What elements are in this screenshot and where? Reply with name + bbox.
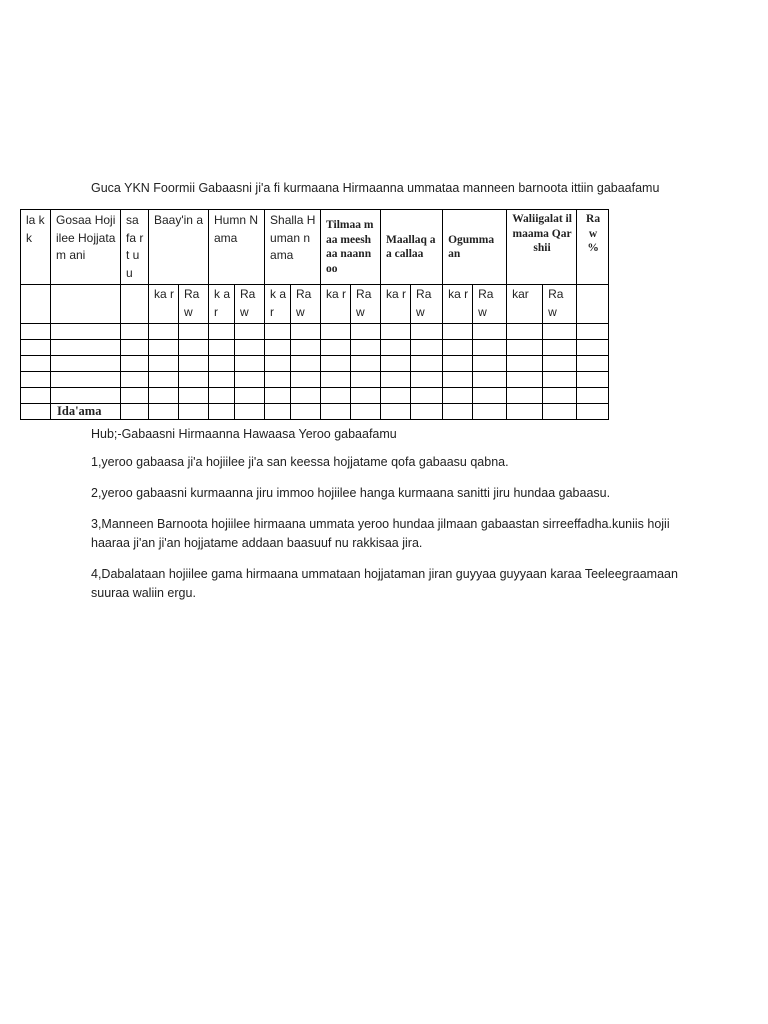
subheader-actual: Ra w <box>291 285 321 324</box>
subheader-actual: Ra w <box>235 285 265 324</box>
notes-section <box>91 425 681 615</box>
header-manpower: Humn Nama <box>209 210 265 285</box>
table-row <box>21 372 609 388</box>
subheader-plan: ka r <box>381 285 411 324</box>
subheader-actual: Ra w <box>351 285 381 324</box>
header-work-type: Gosaa Hojiilee Hojjatam ani <box>51 210 121 285</box>
page-title: Guca YKN Foormii Gabaasni ji'a fi kurmaana Hirmaanna ummataa manneen barnoota ittiin gabaafamu <box>91 181 660 195</box>
notes-heading: Hub;-Gabaasni Hirmaanna Hawaasa Yeroo gabaafamu <box>91 427 397 441</box>
total-label: Ida'ama <box>51 404 121 420</box>
subheader-actual: Ra w <box>411 285 443 324</box>
note-item: 2,yeroo gabaasni kurmaanna jiru immoo hojiilee hanga kurmaana sanitti jiru hundaa gabaasu. <box>91 486 611 500</box>
header-number: la kk <box>21 210 51 285</box>
subheader-plan: kar <box>507 285 543 324</box>
table-row <box>21 356 609 372</box>
table-total-row <box>21 404 609 420</box>
header-percent: Ra w % <box>577 210 609 285</box>
header-local-materials: Tilmaa maa meeshaa naannoo <box>321 210 381 285</box>
report-table <box>20 209 609 420</box>
note-item: 1,yeroo gabaasa ji'a hojiilee ji'a san keessa hojjatame qofa gabaasu qabna. <box>91 455 509 469</box>
table-row <box>21 324 609 340</box>
subheader-plan: ka r <box>321 285 351 324</box>
subheader-plan: ka r <box>149 285 179 324</box>
table-row <box>21 340 609 356</box>
subheader-plan: k ar <box>209 285 235 324</box>
note-item: 4,Dabalataan hojiilee gama hirmaana ummataan hojjataman jiran guyyaa guyyaan karaa Teeleegraamaan suuraa waliin ergu. <box>91 567 678 600</box>
table-header-row <box>21 210 609 285</box>
subheader-actual: Ra w <box>543 285 577 324</box>
header-sector: sa fa rt uu <box>121 210 149 285</box>
header-knowledge: Ogumma an <box>443 210 507 285</box>
header-skilled-manpower: Shalla Human nama <box>265 210 321 285</box>
table-subheader-row <box>21 285 609 324</box>
subheader-actual: Ra w <box>179 285 209 324</box>
header-total-money: Waliigalat ilmaama Qarshii <box>507 210 577 285</box>
note-item: 3,Manneen Barnoota hojiilee hirmaana ummata yeroo hundaa jilmaan gabaastan sirreeffadha.kuniis hojii haaraa ji'an ji'an hojjatame addaan baasuuf nu rakkisaa jira. <box>91 517 670 550</box>
table-row <box>21 388 609 404</box>
subheader-plan: ka r <box>443 285 473 324</box>
subheader-plan: k ar <box>265 285 291 324</box>
subheader-actual: Ra w <box>473 285 507 324</box>
header-quantity: Baay'in a <box>149 210 209 285</box>
header-cash: Maallaq aa callaa <box>381 210 443 285</box>
